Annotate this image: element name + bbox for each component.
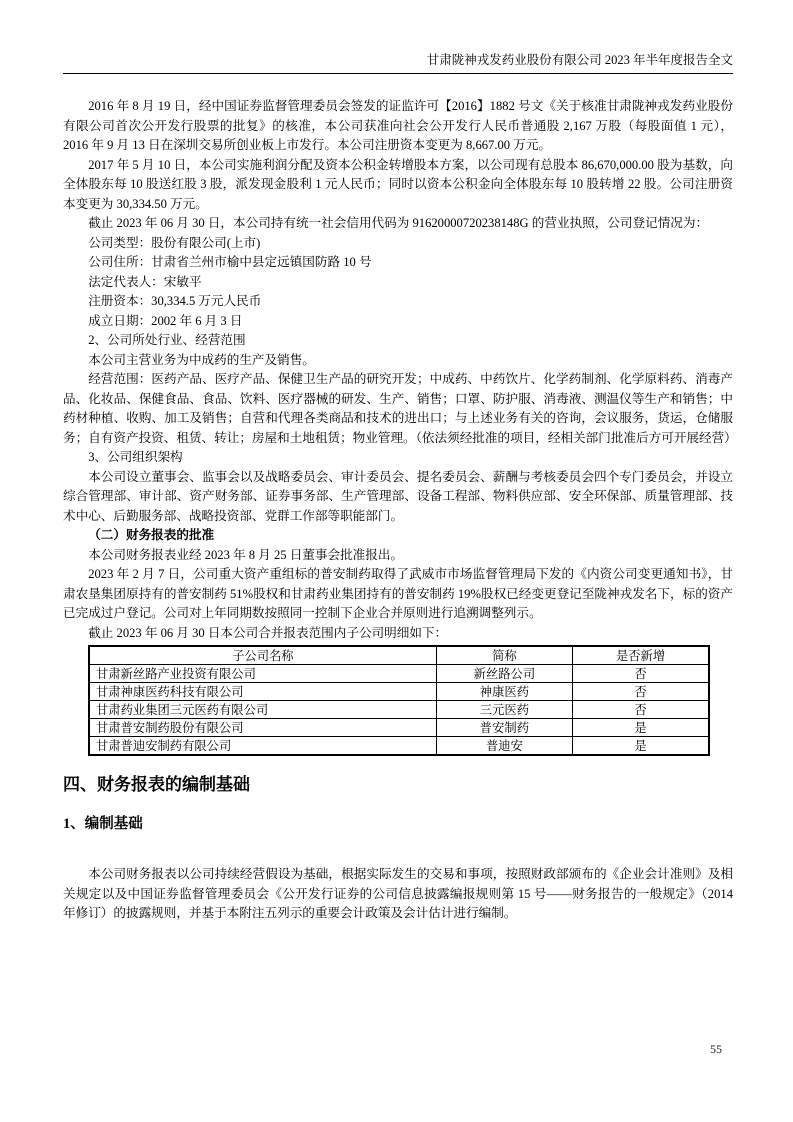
column-header-newly-added: 是否新增 <box>573 646 709 665</box>
cell-subsidiary-name: 甘肃神康医药科技有限公司 <box>89 683 436 701</box>
cell-subsidiary-name: 甘肃普迪安制药有限公司 <box>89 737 436 756</box>
cell-newly-added: 否 <box>573 683 709 701</box>
para-subsidiaries-intro: 截止 2023 年 06 月 30 日本公司合并报表范围内子公司明细如下： <box>88 625 448 640</box>
subsidiaries-table <box>88 645 710 756</box>
table-row <box>89 701 709 719</box>
document-header <box>0 0 793 68</box>
table-row <box>89 665 709 683</box>
info-company-address: 公司住所：甘肃省兰州市榆中县定远镇国防路 10 号 <box>88 255 372 269</box>
para-business-scope: 经营范围：医药产品、医疗产品、保健卫生产品的研究开发；中成药、中药饮片、化学药制剂、化学原料药、消毒产品、化妆品、保健食品、食品、饮料、医疗器械的研发、生产、销售；口罩、防护服、消毒液、测温仪等生产和销售；中药材种植、收购、加工及销售；自营和代理各类商品和技术的进出口；与上述业务有关的咨询，会议服务，货运，仓储服务；自有资产投资、租赁、转让；房屋和土地租赁；物业管理。（依法须经批准的项目，经相关部门批准后方可开展经营） <box>63 372 737 445</box>
table-row <box>89 737 709 756</box>
para-business-license: 截止 2023 年 06 月 30 日，本公司持有统一社会信用代码为 91620000720238148G 的营业执照，公司登记情况为： <box>88 216 709 230</box>
cell-short-name: 神康医药 <box>436 683 572 701</box>
cell-newly-added: 是 <box>573 719 709 737</box>
cell-subsidiary-name: 甘肃药业集团三元医药有限公司 <box>89 701 436 719</box>
heading-organization: 3、公司组织架构 <box>88 450 183 464</box>
info-establishment-date: 成立日期：2002 年 6 月 3 日 <box>88 313 243 328</box>
document-header-title: 甘肃陇神戎发药业股份有限公司 2023 年半年度报告全文 <box>426 53 733 67</box>
table-header-row <box>89 646 709 665</box>
cell-short-name: 新丝路公司 <box>436 665 572 683</box>
cell-newly-added: 否 <box>573 665 709 683</box>
para-restructure: 2023 年 2 月 7 日，公司重大资产重组标的普安制药取得了武威市市场监督管理局下发的《内资公司变更通知书》，甘肃农垦集团原持有的普安制药 51%股权和甘肃药业集团持有的普安制药 19%股权已经变更登记至陇神戎发名下，标的资产已完成过户登记。公司对上年同期数按照同一控制下企业合并原则进行追溯调整列示。 <box>63 567 733 620</box>
cell-newly-added: 否 <box>573 701 709 719</box>
heading-preparation-basis: 1、编制基础 <box>63 816 143 832</box>
heading-statement-approval: （二）财务报表的批准 <box>88 528 215 542</box>
column-header-subsidiary-name: 子公司名称 <box>89 646 436 665</box>
para-ipo-2016: 2016 年 8 月 19 日，经中国证券监督管理委员会签发的证监许可【2016】1882 号文《关于核准甘肃陇神戎发药业股份有限公司首次公开发行股票的批复》的核准，本公司获准向社会公开发行人民币普通股 2,167 万股（每股面值 1 元），2016 年 9 月 13 日在深圳交易所创业板上市发行。本公司注册资本变更为 8,667.00 万元。 <box>63 99 733 152</box>
cell-subsidiary-name: 甘肃普安制药股份有限公司 <box>89 719 436 737</box>
info-legal-representative: 法定代表人：宋敏平 <box>88 274 202 289</box>
heading-industry-scope: 2、公司所处行业、经营范围 <box>88 333 246 347</box>
page-number: 55 <box>710 1042 722 1056</box>
column-header-short-name: 简称 <box>436 646 572 665</box>
document-body <box>0 74 793 924</box>
cell-short-name: 普安制药 <box>436 719 572 737</box>
cell-short-name: 普迪安 <box>436 737 572 756</box>
info-registered-capital: 注册资本：30,334.5 万元人民币 <box>88 294 262 308</box>
cell-short-name: 三元医药 <box>436 701 572 719</box>
para-main-business: 本公司主营业务为中成药的生产及销售。 <box>88 352 315 367</box>
table-row <box>89 719 709 737</box>
table-row <box>89 683 709 701</box>
heading-section-four: 四、财务报表的编制基础 <box>63 775 250 794</box>
para-dividend-2017: 2017 年 5 月 10 日，本公司实施利润分配及资本公积金转增股本方案，以公司现有总股本 86,670,000.00 股为基数，向全体股东每 10 股送红股 3 股，派发现金股利 1 元人民币；同时以资本公积金向全体股东每 10 股转增 22 股。公司注册资本变更为 30,334.50 万元。 <box>63 157 733 211</box>
para-preparation-basis: 本公司财务报表以公司持续经营假设为基础，根据实际发生的交易和事项，按照财政部颁布的《企业会计准则》及相关规定以及中国证券监督管理委员会《公开发行证券的公司信息披露编报规则第 15 号——财务报告的一般规定》（2014 年修订）的披露规则，并基于本附注五列示的重要会计政策及会计估计进行编制。 <box>63 867 733 920</box>
para-organization: 本公司设立董事会、监事会以及战略委员会、审计委员会、提名委员会、薪酬与考核委员会四个专门委员会，并设立综合管理部、审计部、资产财务部、证券事务部、生产管理部、设备工程部、物料供应部、安全环保部、质量管理部、技术中心、后勤服务部、战略投资部、党群工作部等职能部门。 <box>63 469 733 523</box>
para-board-approval: 本公司财务报表业经 2023 年 8 月 25 日董事会批准报出。 <box>88 547 404 562</box>
cell-newly-added: 是 <box>573 737 709 756</box>
cell-subsidiary-name: 甘肃新丝路产业投资有限公司 <box>89 665 436 683</box>
info-company-type: 公司类型：股份有限公司(上市) <box>88 235 261 250</box>
